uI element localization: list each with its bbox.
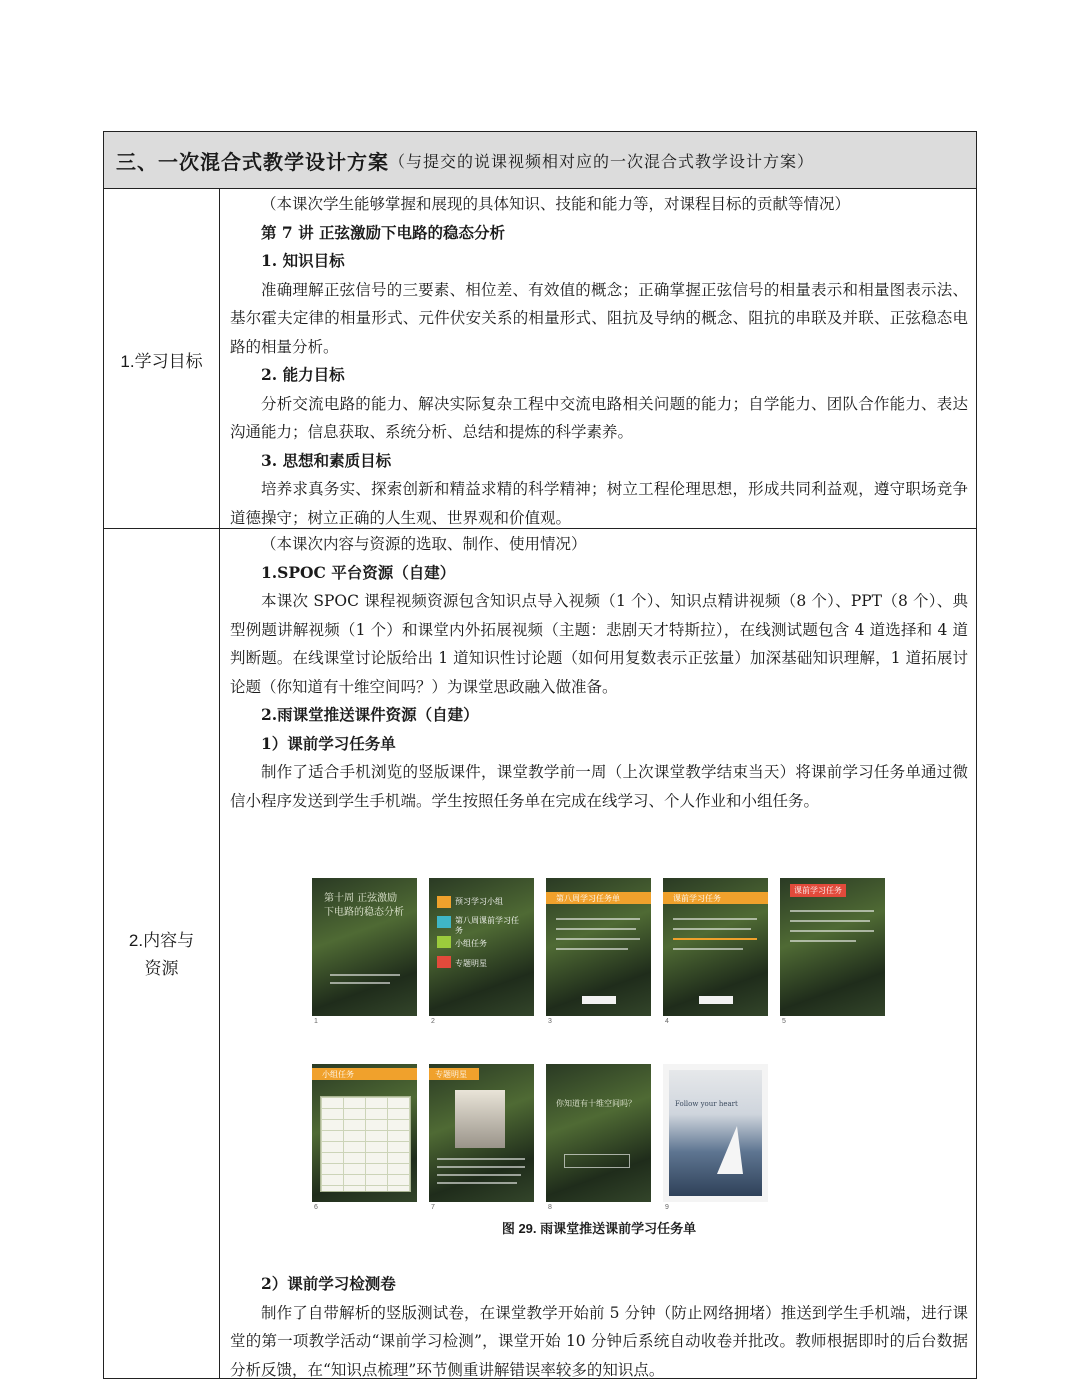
slide-thumbnail	[780, 878, 885, 1016]
knowledge-goal-heading: 1. 知识目标	[261, 251, 345, 270]
pre-class-task-text: 制作了适合手机浏览的竖版课件，课堂教学前一周（上次课堂教学结束当天）将课前学习任务单通过微信小程序发送到学生手机端。学生按照任务单在完成在线学习、个人作业和小组任务。	[230, 763, 968, 810]
tesla-portrait	[455, 1090, 505, 1148]
pre-class-test-heading: 2）课前学习检测卷	[261, 1274, 396, 1293]
slide-number: 1	[314, 1018, 318, 1025]
slide-thumbnail	[429, 878, 534, 1016]
slide-number: 4	[665, 1018, 669, 1025]
slide-quote: Follow your heart	[675, 1100, 738, 1108]
row-label-learning-goals: 1.学习目标	[120, 352, 203, 371]
score-table	[320, 1096, 411, 1192]
knowledge-goal-text: 准确理解正弦信号的三要素、相位差、有效值的概念；正确掌握正弦信号的相量表示和相量图表示法、基尔霍夫定律的相量形式、元件伏安关系的相量形式、阻抗及导纳的概念、阻抗的串联及并联、正弦稳态电路的相量分析。	[230, 280, 968, 356]
column-divider	[219, 189, 220, 1378]
slide-number: 9	[665, 1204, 669, 1211]
slide-thumbnail	[312, 878, 417, 1016]
sailboat-photo	[669, 1070, 762, 1196]
pre-class-test-text: 制作了自带解析的竖版测试卷，在课堂教学开始前 5 分钟（防止网络拥堵）推送到学生手机端，进行课堂的第一项教学活动“课前学习检测”，课堂开始 10 分钟后系统自动收卷并批改。教师根据即时的后台数据分析反馈，在“知识点梳理”环节侧重讲解错误率较多的知识点。	[230, 1303, 968, 1379]
section-header	[104, 132, 976, 189]
slide-thumbnail	[663, 878, 768, 1016]
ability-goal-text: 分析交流电路的能力、解决实际复杂工程中交流电路相关问题的能力；自学能力、团队合作能力、表达沟通能力；信息获取、系统分析、总结和提炼的科学素养。	[230, 394, 968, 441]
slide-thumbnail	[546, 878, 651, 1016]
pre-class-test-section	[230, 1270, 968, 1384]
resources-intro: （本课次内容与资源的选取、制作、使用情况）	[261, 535, 587, 553]
slide-number: 6	[314, 1204, 318, 1211]
slide-title: 课前学习任务	[790, 884, 846, 897]
spoc-text: 本课次 SPOC 课程视频资源包含知识点导入视频（1 个）、知识点精讲视频（8 个）、PPT（8 个）、典型例题讲解视频（1 个）和课堂内外拓展视频（主题：悲剧天才特斯拉），在线测试题包含 4 道选择和 4 道判断题。在线课堂讨论版给出 1 道知识性讨论题（如何用复数表示正弦量）加深基础知识理解，1 道拓展讨论题（你知道有十维空间吗？）为课堂思政融入做准备。	[230, 592, 968, 696]
slide-item: 第八周课前学习任务	[455, 916, 519, 935]
quality-goal-heading: 3. 思想和素质目标	[261, 450, 392, 470]
slide-number: 7	[431, 1204, 435, 1211]
slide-title: 小组任务	[322, 1070, 354, 1079]
goals-intro: （本课次学生能够掌握和展现的具体知识、技能和能力等，对课程目标的贡献等情况）	[261, 195, 851, 213]
slide-title: 专题明星	[435, 1070, 467, 1079]
slide-thumbnail	[429, 1064, 534, 1202]
pre-class-task-heading: 1）课前学习任务单	[261, 733, 396, 753]
slide-item: 预习学习小组	[455, 897, 503, 906]
section-title: 三、一次混合式教学设计方案	[116, 149, 389, 174]
learning-goals-cell	[230, 190, 968, 532]
slide-thumbnail	[312, 1064, 417, 1202]
slide-number: 5	[782, 1018, 786, 1025]
slide-thumbnail	[546, 1064, 651, 1202]
rain-classroom-heading: 2.雨课堂推送课件资源（自建）	[261, 705, 479, 724]
lesson-title: 第 7 讲 正弦激励下电路的稳态分析	[261, 222, 505, 242]
courseware-figure	[312, 878, 886, 1236]
design-table	[103, 131, 977, 1379]
slide-number: 3	[548, 1018, 552, 1025]
spoc-heading: 1.SPOC 平台资源（自建）	[261, 562, 456, 582]
label-line-2: 资源	[144, 959, 179, 978]
section-subtitle: （与提交的说课视频相对应的一次混合式教学设计方案）	[389, 151, 815, 171]
label-line-1: 2.内容与	[128, 931, 195, 950]
slide-thumbnail	[663, 1064, 768, 1202]
slide-number: 8	[548, 1204, 552, 1211]
quality-goal-text: 培养求真务实、探索创新和精益求精的科学精神；树立工程伦理思想，形成共同利益观，遵守职场竞争道德操守；树立正确的人生观、世界观和价值观。	[230, 480, 968, 527]
ability-goal-heading: 2. 能力目标	[261, 365, 345, 384]
slide-number: 2	[431, 1018, 435, 1025]
slide-title: 第八周学习任务单	[556, 894, 620, 903]
slide-title: 课前学习任务	[673, 894, 721, 903]
slide-item: 小组任务	[455, 939, 487, 948]
row-label-content-resources	[104, 927, 219, 983]
slide-title: 你知道有十维空间吗？	[556, 1099, 636, 1108]
slide-title: 第十周 正弦激励下电路的稳态分析	[324, 893, 404, 918]
figure-caption: 图 29. 雨课堂推送课前学习任务单	[501, 1221, 697, 1236]
sail-shape	[717, 1126, 743, 1174]
slide-item: 专题明星	[455, 959, 487, 968]
content-resources-cell	[230, 530, 968, 815]
